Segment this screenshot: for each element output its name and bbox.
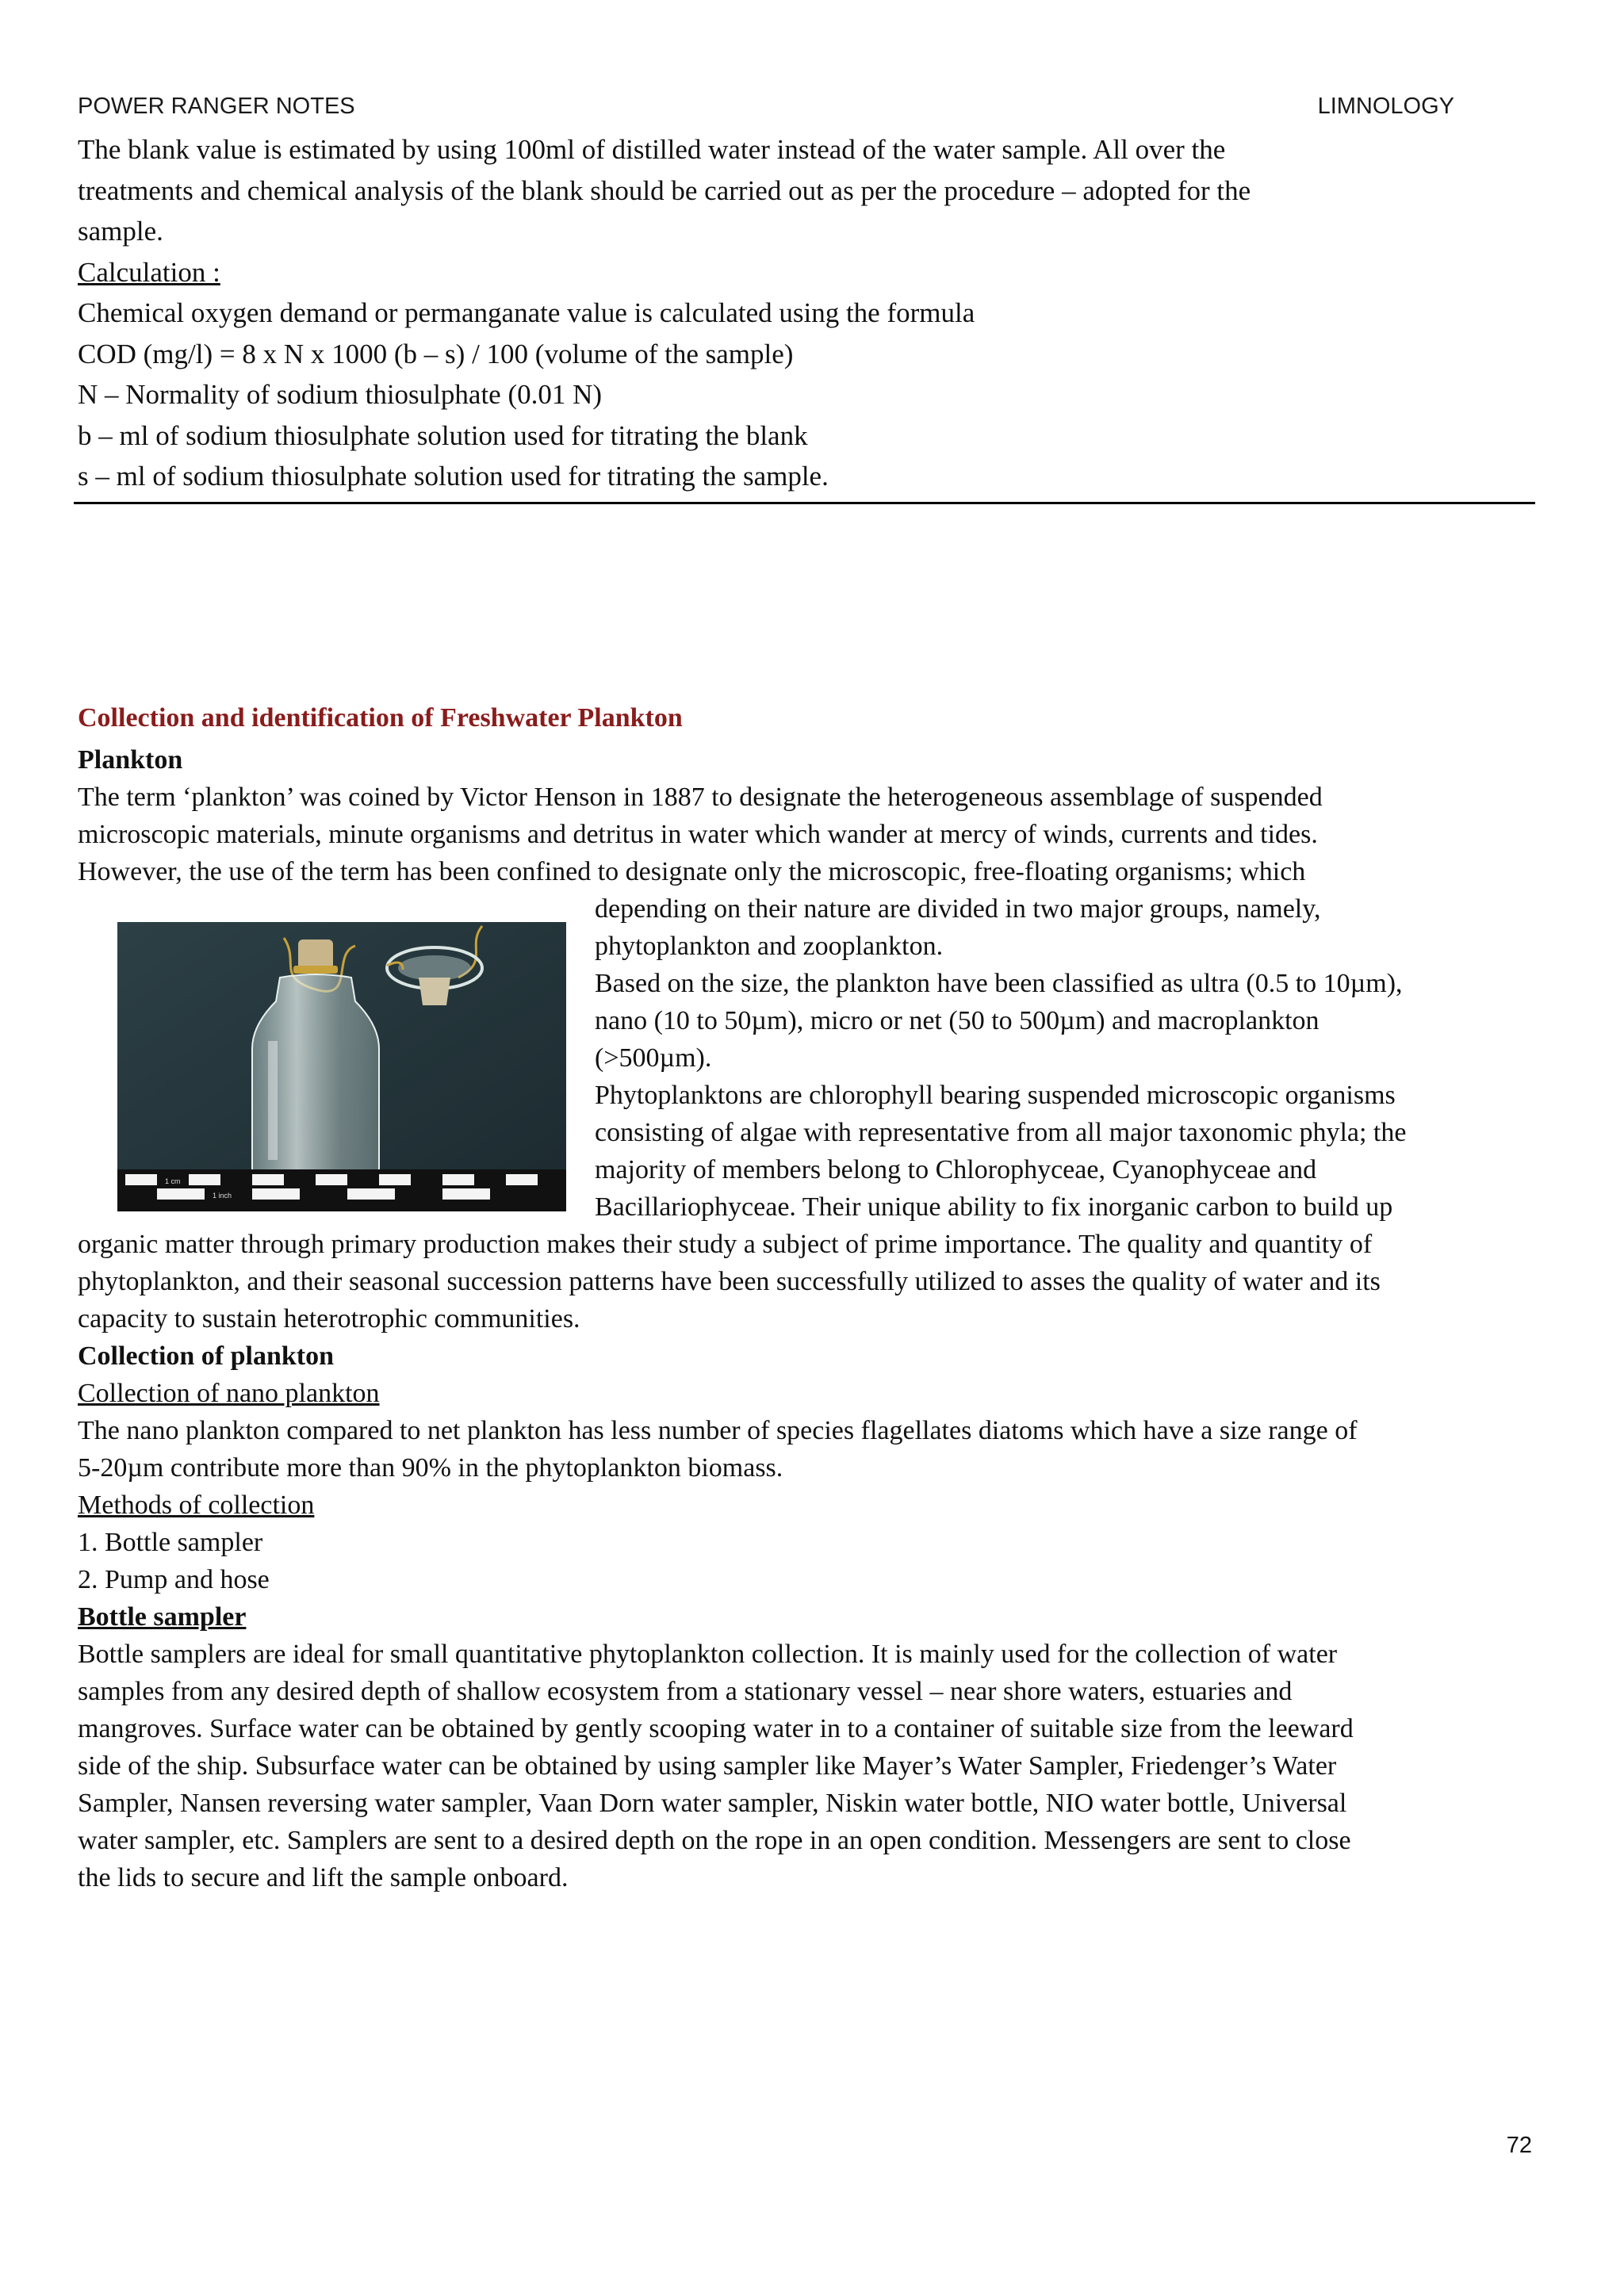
text-line: Bottle samplers are ideal for small quantitative phytoplankton collection. It is mainly used for the collection of water	[78, 1640, 1338, 1669]
wrapped-text-line: depending on their nature are divided in two major groups, namely,	[595, 894, 1321, 924]
text-line: phytoplankton, and their seasonal succession patterns have been successfully utilized to asses the quality of water and its	[78, 1267, 1381, 1296]
text-line: water sampler, etc. Samplers are sent to a desired depth on the rope in an open condition. Messengers are sent to close	[78, 1826, 1351, 1855]
wrapped-text-line: Bacillariophyceae. Their unique ability to fix inorganic carbon to build up	[595, 1192, 1393, 1222]
subheading-collection: Collection of plankton	[78, 1341, 335, 1371]
wrapped-text-line: Phytoplanktons are chlorophyll bearing suspended microscopic organisms	[595, 1081, 1396, 1110]
running-header-left: POWER RANGER NOTES	[78, 94, 355, 119]
text-line: 5-20µm contribute more than 90% in the phytoplankton biomass.	[78, 1453, 783, 1483]
subheading-plankton: Plankton	[78, 745, 183, 775]
plankton-section	[78, 741, 1541, 1896]
blank-value-section	[78, 129, 1529, 497]
text-line: microscopic materials, minute organisms and detritus in water which wander at mercy of winds, currents and tides.	[78, 820, 1318, 849]
bottle-sampler-illustration	[117, 922, 566, 1211]
formula-line: COD (mg/l) = 8 x N x 1000 (b – s) / 100 (volume of the sample)	[78, 338, 794, 369]
wrapped-text-line: (>500µm).	[595, 1043, 712, 1073]
running-header-right: LIMNOLOGY	[1317, 94, 1454, 119]
scale-label-cm: 1 cm	[165, 1177, 181, 1185]
wrapped-text-line: nano (10 to 50µm), micro or net (50 to 500µm) and macroplankton	[595, 1006, 1320, 1035]
list-item: 1. Bottle sampler	[78, 1528, 263, 1557]
text-line: mangroves. Surface water can be obtained by gently scooping water in to a container of suitable size from the leeward	[78, 1714, 1354, 1743]
formula-line: N – Normality of sodium thiosulphate (0.01 N)	[78, 379, 603, 410]
formula-line: s – ml of sodium thiosulphate solution used for titrating the sample.	[78, 461, 829, 492]
text-line: organic matter through primary production makes their study a subject of prime importance. The quality and quantity of	[78, 1230, 1373, 1259]
formula-line: Chemical oxygen demand or permanganate value is calculated using the formula	[78, 297, 975, 328]
text-line: The blank value is estimated by using 100ml of distilled water instead of the water sample. All over the	[78, 134, 1226, 165]
wrapped-text-line: majority of members belong to Chlorophyceae, Cyanophyceae and	[595, 1155, 1317, 1184]
formula-line: b – ml of sodium thiosulphate solution used for titrating the blank	[78, 419, 808, 451]
section-title: Collection and identification of Freshwater Plankton	[78, 703, 683, 733]
text-line: the lids to secure and lift the sample onboard.	[78, 1863, 569, 1892]
text-line: treatments and chemical analysis of the blank should be carried out as per the procedure – adopted for the	[78, 174, 1251, 206]
text-line: capacity to sustain heterotrophic communities.	[78, 1304, 580, 1334]
wrapped-text-line: phytoplankton and zooplankton.	[595, 932, 944, 961]
text-line: sample.	[78, 216, 163, 247]
subheading-nano: Collection of nano plankton	[78, 1379, 380, 1408]
calculation-heading: Calculation :	[78, 256, 220, 288]
wrapped-text-line: consisting of algae with representative from all major taxonomic phyla; the	[595, 1118, 1407, 1147]
list-item: 2. Pump and hose	[78, 1565, 270, 1594]
page-number: 72	[1506, 2133, 1532, 2158]
text-line: side of the ship. Subsurface water can be obtained by using sampler like Mayer’s Water Sampler, Friedenger’s Water	[78, 1751, 1337, 1781]
subheading-methods: Methods of collection	[78, 1490, 315, 1520]
text-line: Sampler, Nansen reversing water sampler, Vaan Dorn water sampler, Niskin water bottle, NIO water bottle, Universal	[78, 1789, 1347, 1818]
text-line: The nano plankton compared to net plankton has less number of species flagellates diatoms which have a size range of	[78, 1416, 1358, 1445]
scale-label-inch: 1 inch	[213, 1192, 232, 1200]
section-divider	[74, 502, 1535, 504]
text-line: The term ‘plankton’ was coined by Victor Henson in 1887 to designate the heterogeneous assemblage of suspended	[78, 783, 1323, 812]
bottle-sampler-photo	[117, 922, 566, 1211]
subheading-bottle-sampler: Bottle sampler	[78, 1602, 247, 1632]
wrapped-text-line: Based on the size, the plankton have been classified as ultra (0.5 to 10µm),	[595, 969, 1403, 998]
text-line: samples from any desired depth of shallow ecosystem from a stationary vessel – near shore waters, estuaries and	[78, 1677, 1293, 1706]
text-line: However, the use of the term has been confined to designate only the microscopic, free-floating organisms; which	[78, 857, 1306, 886]
